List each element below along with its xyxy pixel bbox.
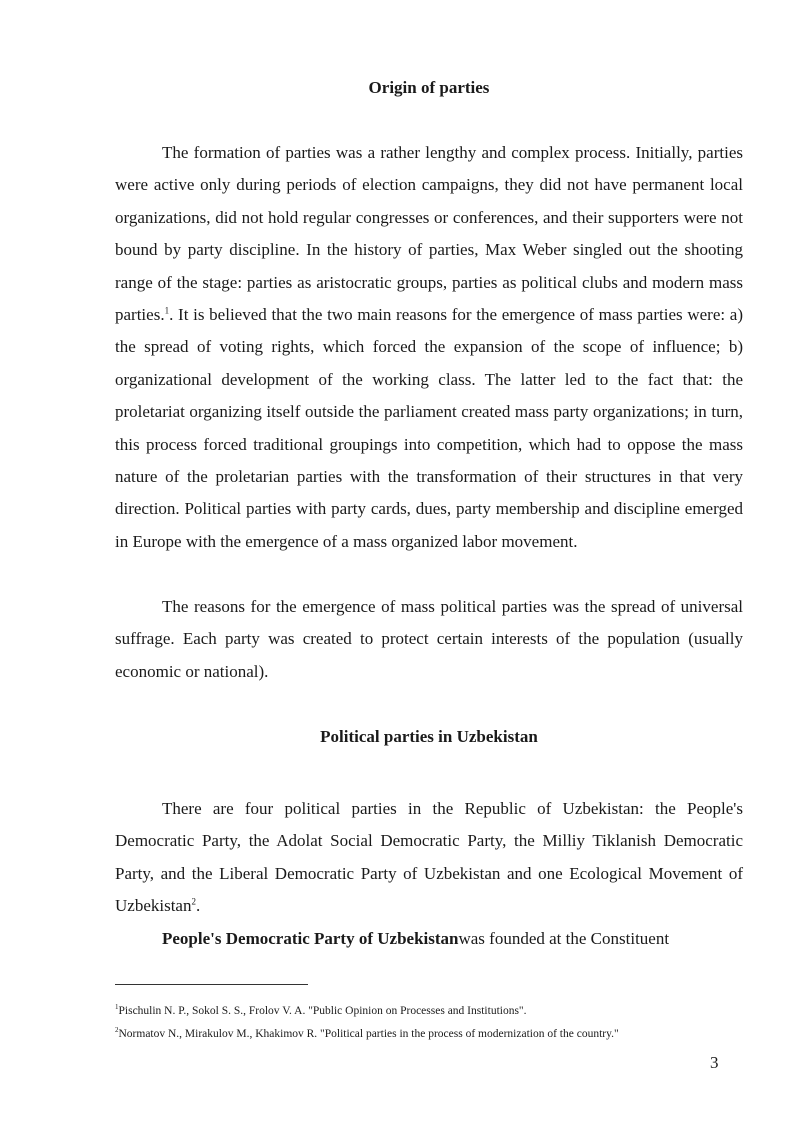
paragraph-text: was founded at the Constituent bbox=[458, 929, 670, 948]
footnote-marker: 2 bbox=[115, 1026, 119, 1035]
paragraph-uzbekistan-parties bbox=[115, 793, 743, 923]
paragraph-mass-parties-reasons: The reasons for the emergence of mass political parties was the spread of universal suffrage. Each party was created to protect certain interests of the population (usually economic or national). bbox=[115, 597, 743, 681]
paragraph-text: There are four political parties in the Republic of Uzbekistan: the People's Democratic Party, the Adolat Social Democratic Party, the Milliy Tiklanish Democratic Party, and the Liberal Democratic Party of Uzbekistan and one Ecological Movement of Uzbekistan bbox=[115, 799, 743, 916]
footnote-ref-1: 1 bbox=[164, 305, 170, 316]
footnote-marker: 1 bbox=[115, 1003, 119, 1012]
footnote-text: Pischulin N. P., Sokol S. S., Frolov V. A. "Public Opinion on Processes and Institutions". bbox=[118, 1005, 527, 1017]
footnote-ref-2: 2 bbox=[191, 896, 196, 907]
paragraph-text: . bbox=[195, 896, 201, 916]
heading-origin-of-parties: Origin of parties bbox=[368, 78, 490, 97]
footnote-2 bbox=[115, 1026, 755, 1042]
paragraph-peoples-democratic-party bbox=[115, 923, 743, 955]
page-number: 3 bbox=[710, 1053, 719, 1072]
paragraph-text: . It is believed that the two main reasons for the emergence of mass parties were: a) the spread of voting rights, which forced the expansion of the scope of influence; b) organizational development of the working class. The latter led to the fact that: the proletariat organizing itself outside the parliament created mass party organizations; in turn, this process forced traditional groupings into competition, which had to oppose the mass nature of the proletarian parties with the transformation of their structures in that very direction. Political parties with party cards, dues, party membership and discipline emerged in Europe with the emergence of a mass organized labor movement. bbox=[115, 305, 743, 551]
paragraph-text: The formation of parties was a rather lengthy and complex process. Initially, parties were active only during periods of election campaigns, they did not have permanent local organizations, did not hold regular congresses or conferences, and their supporters were not bound by party discipline. In the history of parties, Max Weber singled out the shooting range of the stage: parties as aristocratic groups, parties as political clubs and modern mass parties. bbox=[115, 143, 743, 325]
footnote-text: Normatov N., Mirakulov M., Khakimov R. "Political parties in the process of modernization of the country." bbox=[118, 1028, 619, 1040]
paragraph-formation-of-parties bbox=[115, 137, 743, 558]
footnote-separator bbox=[115, 984, 308, 985]
heading-political-parties-uzbekistan: Political parties in Uzbekistan bbox=[320, 727, 538, 746]
party-name: People's Democratic Party of Uzbekistan bbox=[162, 929, 459, 948]
footnote-1 bbox=[115, 1003, 755, 1019]
